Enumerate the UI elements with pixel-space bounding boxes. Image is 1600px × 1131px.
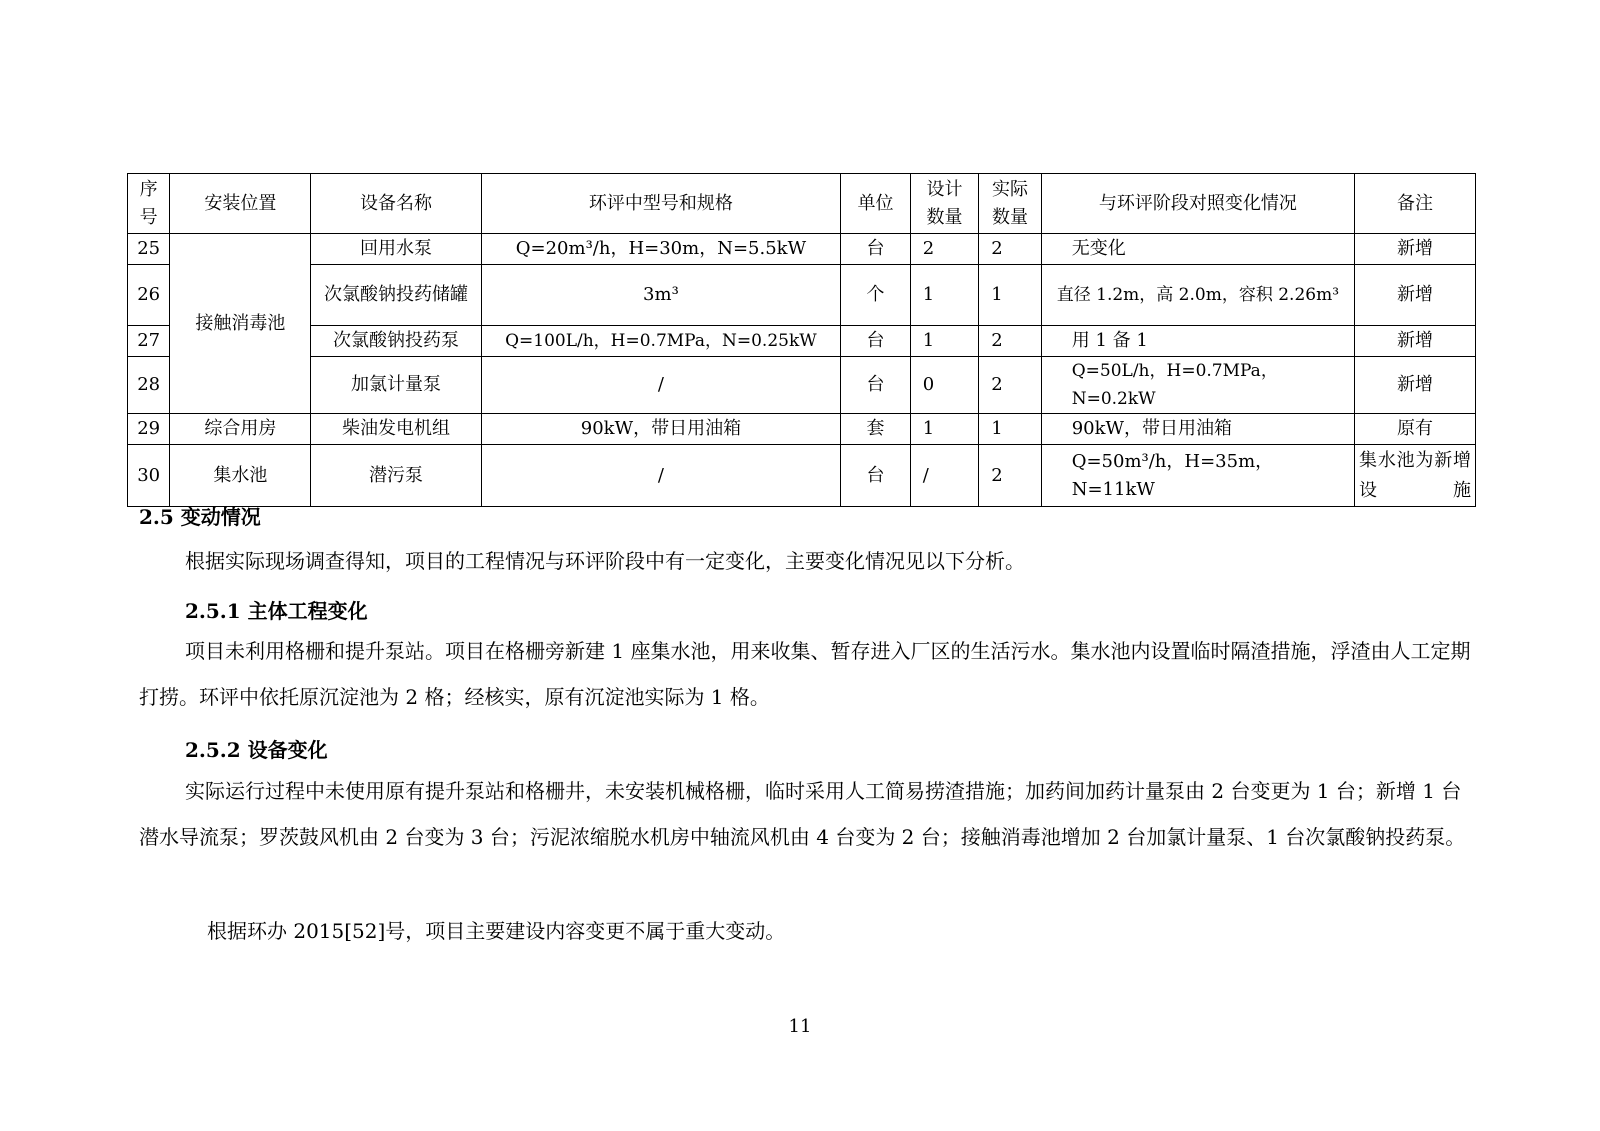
section-2-5-heading: 2.5 变动情况	[139, 505, 261, 529]
cell-no: 25	[128, 234, 170, 265]
section-2-5-2-conclusion: 根据环办 2015[52]号，项目主要建设内容变更不属于重大变动。	[207, 919, 786, 943]
cell-spec: 90kW，带日用油箱	[481, 414, 841, 445]
header-name: 设备名称	[311, 174, 481, 234]
table-row	[128, 326, 1476, 357]
section-2-5-intro: 根据实际现场调查得知，项目的工程情况与环评阶段中有一定变化，主要变化情况见以下分析。	[185, 549, 1025, 573]
cell-actual: 2	[979, 326, 1041, 357]
header-no: 序号	[128, 174, 170, 234]
cell-no: 30	[128, 445, 170, 507]
cell-name: 柴油发电机组	[311, 414, 481, 445]
cell-remark: 新增	[1355, 357, 1476, 414]
cell-change: 90kW，带日用油箱	[1041, 414, 1354, 445]
cell-change: Q=50m³/h，H=35m，N=11kW	[1041, 445, 1354, 507]
cell-actual: 1	[979, 265, 1041, 326]
cell-no: 26	[128, 265, 170, 326]
cell-spec: Q=100L/h，H=0.7MPa，N=0.25kW	[481, 326, 841, 357]
cell-no: 27	[128, 326, 170, 357]
cell-unit: 台	[841, 234, 911, 265]
cell-location: 综合用房	[170, 414, 311, 445]
cell-design: 0	[910, 357, 979, 414]
cell-spec: Q=20m³/h，H=30m，N=5.5kW	[481, 234, 841, 265]
header-spec: 环评中型号和规格	[481, 174, 841, 234]
cell-remark: 新增	[1355, 265, 1476, 326]
cell-unit: 台	[841, 445, 911, 507]
cell-design: 1	[910, 326, 979, 357]
cell-name: 回用水泵	[311, 234, 481, 265]
cell-no: 28	[128, 357, 170, 414]
header-unit: 单位	[841, 174, 911, 234]
section-2-5-2-text: 实际运行过程中未使用原有提升泵站和格栅井，未安装机械格栅，临时采用人工简易捞渣措施；加药间加药计量泵由 2 台变更为 1 台；新增 1 台潜水导流泵；罗茨鼓风机由 2 台变为 3 台；污泥浓缩脱水机房中轴流风机由 4 台变为 2 台；接触消毒池增加 2 台加氯计量泵、1 台次氯酸钠投药泵。	[139, 779, 1466, 849]
cell-actual: 2	[979, 357, 1041, 414]
cell-design: /	[910, 445, 979, 507]
header-change: 与环评阶段对照变化情况	[1041, 174, 1354, 234]
cell-no: 29	[128, 414, 170, 445]
cell-location: 集水池	[170, 445, 311, 507]
cell-name: 次氯酸钠投药储罐	[311, 265, 481, 326]
cell-change: 直径 1.2m，高 2.0m，容积 2.26m³	[1041, 265, 1354, 326]
cell-actual: 1	[979, 414, 1041, 445]
cell-unit: 套	[841, 414, 911, 445]
page-number: 11	[788, 1016, 812, 1037]
section-2-5-1-text: 项目未利用格栅和提升泵站。项目在格栅旁新建 1 座集水池，用来收集、暂存进入厂区的生活污水。集水池内设置临时隔渣措施，浮渣由人工定期打捞。环评中依托原沉淀池为 2 格；经核实，原有沉淀池实际为 1 格。	[139, 639, 1471, 709]
cell-name: 潜污泵	[311, 445, 481, 507]
table-row	[128, 357, 1476, 414]
cell-unit: 台	[841, 326, 911, 357]
cell-actual: 2	[979, 234, 1041, 265]
cell-design: 1	[910, 265, 979, 326]
header-remark: 备注	[1355, 174, 1476, 234]
table-row	[128, 265, 1476, 326]
cell-remark: 新增	[1355, 234, 1476, 265]
cell-remark: 新增	[1355, 326, 1476, 357]
table-header-row	[128, 174, 1476, 234]
cell-remark: 原有	[1355, 414, 1476, 445]
cell-spec: /	[481, 445, 841, 507]
cell-unit: 台	[841, 357, 911, 414]
cell-name: 加氯计量泵	[311, 357, 481, 414]
cell-design: 1	[910, 414, 979, 445]
section-2-5-2-heading: 2.5.2 设备变化	[185, 738, 328, 762]
section-2-5-1-heading: 2.5.1 主体工程变化	[185, 599, 368, 623]
table-row	[128, 445, 1476, 507]
cell-unit: 个	[841, 265, 911, 326]
cell-spec: 3m³	[481, 265, 841, 326]
cell-change: Q=50L/h，H=0.7MPa，N=0.2kW	[1041, 357, 1354, 414]
cell-remark: 集水池为新增设施	[1355, 445, 1476, 507]
cell-change: 用 1 备 1	[1041, 326, 1354, 357]
equipment-table	[127, 173, 1476, 507]
table-row	[128, 234, 1476, 265]
cell-name: 次氯酸钠投药泵	[311, 326, 481, 357]
header-actual-qty: 实际数量	[979, 174, 1041, 234]
cell-design: 2	[910, 234, 979, 265]
cell-spec: /	[481, 357, 841, 414]
cell-location: 接触消毒池	[170, 234, 311, 414]
table-row	[128, 414, 1476, 445]
header-design-qty: 设计数量	[910, 174, 979, 234]
cell-change: 无变化	[1041, 234, 1354, 265]
cell-actual: 2	[979, 445, 1041, 507]
header-location: 安装位置	[170, 174, 311, 234]
